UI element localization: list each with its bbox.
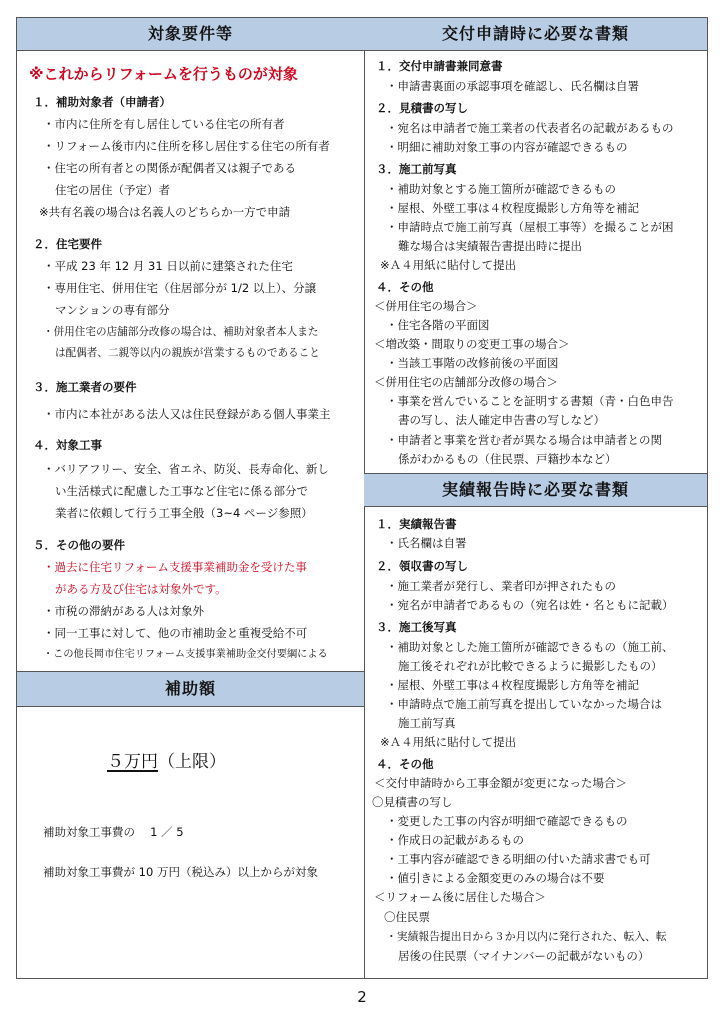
s2-item-cont: は配偶者、二親等以内の親族が営業するものであること: [55, 347, 320, 359]
report-docs-header: 実績報告時に必要な書類: [364, 473, 707, 507]
a-t2: ２．見積書の写し: [376, 101, 468, 115]
s5-item: ・市税の滞納がある人は対象外: [43, 604, 204, 618]
s5-title: ５．その他の要件: [33, 538, 125, 552]
s1-item: ・住宅の所有者との関係が配偶者又は親子である: [43, 161, 296, 175]
s1-item: ・市内に住所を有し居住している住宅の所有者: [43, 117, 285, 131]
b-item: ・補助対象とした施工箇所が確認できるもの（施工前、: [386, 640, 674, 654]
a-case: ＜併用住宅の店舗部分改修の場合＞: [374, 375, 558, 389]
page-number: 2: [357, 988, 367, 1006]
a-item: ・宛名は申請者で施工業者の代表者名の記載があるもの: [386, 121, 674, 135]
s5-item: ・同一工事に対して、他の市補助金と重複受給不可: [43, 626, 308, 640]
right-column: [364, 18, 707, 978]
b-item: ・氏名欄は自署: [386, 536, 467, 550]
s1-item-cont: 住宅の居住（予定）者: [55, 183, 170, 197]
a-item: ・申請者と事業を営む者が異なる場合は申請者との関: [386, 433, 662, 447]
b-item: ・施工業者が発行し、業者印が押されたもの: [386, 579, 616, 593]
a-item: ・補助対象とする施工箇所が確認できるもの: [386, 182, 616, 196]
b-t3: ３．施工後写真: [376, 620, 457, 634]
a-case: ＜併用住宅の場合＞: [374, 299, 478, 313]
a-t3: ３．施工前写真: [376, 162, 457, 176]
a-item-cont: 難な場合は実績報告書提出時に提出: [398, 239, 582, 253]
b-item: ・値引きによる金額変更のみの場合は不要: [386, 871, 605, 885]
s5-item-warning-cont: がある方及び住宅は対象外です。: [55, 582, 227, 596]
a-t1: １．交付申請書兼同意書: [376, 59, 503, 73]
a-item: ・申請時点で施工前写真（屋根工事等）を撮ることが困: [386, 220, 674, 234]
b-item: ・変更した工事の内容が明細で確認できるもの: [386, 814, 628, 828]
b-item-cont: 施工前写真: [398, 716, 456, 730]
subsidy-amount-line: [107, 754, 226, 770]
a-item: ・事業を営んでいることを証明する書類（青・白色申告: [386, 394, 674, 408]
a-item: ・当該工事階の改修前後の平面図: [386, 356, 559, 370]
b-t2: ２．領収書の写し: [376, 559, 468, 573]
b-case: ＜交付申請時から工事金額が変更になった場合＞: [374, 776, 627, 790]
b-item-cont: 施工後それぞれが比較できるように撮影したもの）: [398, 659, 663, 673]
s4-item-cont: 業者に依頼して行う工事全般（3~4 ページ参照）: [55, 506, 313, 520]
b-t1: １．実績報告書: [376, 517, 457, 531]
requirements-header: 対象要件等: [17, 18, 364, 51]
b-case: ＜リフォーム後に居住した場合＞: [374, 890, 546, 904]
s4-title: ４．対象工事: [33, 438, 102, 452]
a-item: ・明細に補助対象工事の内容が確認できるもの: [386, 140, 628, 154]
a-item-cont: 書の写し、法人確定申告書の写しなど）: [398, 413, 605, 427]
a-case: ＜増改築・間取りの変更工事の場合＞: [374, 337, 570, 351]
s5-item-warning: ・過去に住宅リフォーム支援事業補助金を受けた事: [43, 560, 307, 574]
b-option: 〇住民票: [384, 910, 430, 924]
b-item: ・工事内容が確認できる明細の付いた請求書でも可: [386, 852, 651, 866]
b-item: ・申請時点で施工前写真を提出していなかった場合は: [386, 697, 662, 711]
b-option: 〇見積書の写し: [372, 795, 453, 809]
s4-item-cont: い生活様式に配慮した工事など住宅に係る部分で: [55, 484, 308, 498]
s2-item: ・併用住宅の店舗部分改修の場合は、補助対象者本人また: [43, 326, 319, 338]
b-item: ・作成日の記載があるもの: [386, 833, 524, 847]
s1-item: ・リフォーム後市内に住所を移し居住する住宅の所有者: [43, 139, 330, 153]
s2-item: ・平成 23 年 12 月 31 日以前に建築された住宅: [43, 259, 293, 273]
subsidy-rate: 補助対象工事費の 1 ／ 5: [43, 825, 184, 839]
s4-item: ・バリアフリー、安全、省エネ、防災、長寿命化、新し: [43, 462, 329, 476]
subsidy-limit: （上限）: [158, 752, 226, 772]
a-item: ・屋根、外壁工事は４枚程度撮影し方角等を補記: [386, 201, 639, 215]
b-item-cont: 居後の住民票（マイナンバーの記載がないもの）: [398, 949, 650, 963]
a-item: ・住宅各階の平面図: [386, 318, 490, 332]
a-item-cont: 係がわかるもの（住民票、戸籍抄本など）: [398, 452, 617, 466]
b-note: ※Ａ４用紙に貼付して提出: [380, 735, 517, 749]
application-docs-header: 交付申請時に必要な書類: [364, 18, 707, 51]
b-item: ・屋根、外壁工事は４枚程度撮影し方角等を補記: [386, 678, 639, 692]
s3-item: ・市内に本社がある法人又は住民登録がある個人事業主: [43, 407, 331, 421]
subsidy-header: 補助額: [17, 671, 364, 707]
s1-title: １．補助対象者（申請者）: [33, 95, 171, 109]
s2-item-cont: マンションの専有部分: [55, 303, 170, 317]
b-t4: ４．その他: [376, 757, 434, 771]
b-item: ・宛名が申請者であるもの（宛名は姓・名ともに記載）: [386, 598, 674, 612]
s1-note: ※共有名義の場合は名義人のどちらか一方で申請: [39, 205, 291, 219]
a-item: ・申請書裏面の承認事項を確認し、氏名欄は自署: [386, 79, 639, 93]
document-frame: [16, 17, 708, 979]
b-item: ・実績報告提出日から３か月以内に発行された、転入、転: [386, 930, 667, 943]
subsidy-amount: ５万円: [107, 752, 158, 772]
subsidy-minimum: 補助対象工事費が 10 万円（税込み）以上からが対象: [43, 865, 318, 879]
a-note: ※Ａ４用紙に貼付して提出: [380, 258, 517, 272]
s2-title: ２．住宅要件: [33, 237, 102, 251]
s3-title: ３．施工業者の要件: [33, 380, 137, 394]
s2-item: ・専用住宅、併用住宅（住居部分が 1/2 以上）、分譲: [43, 281, 317, 295]
target-notice: ※これからリフォームを行うものが対象: [29, 65, 298, 83]
left-column: [17, 18, 365, 978]
a-t4: ４．その他: [376, 280, 434, 294]
s5-item: ・この他長岡市住宅リフォーム支援事業補助金交付要綱による: [43, 649, 328, 660]
